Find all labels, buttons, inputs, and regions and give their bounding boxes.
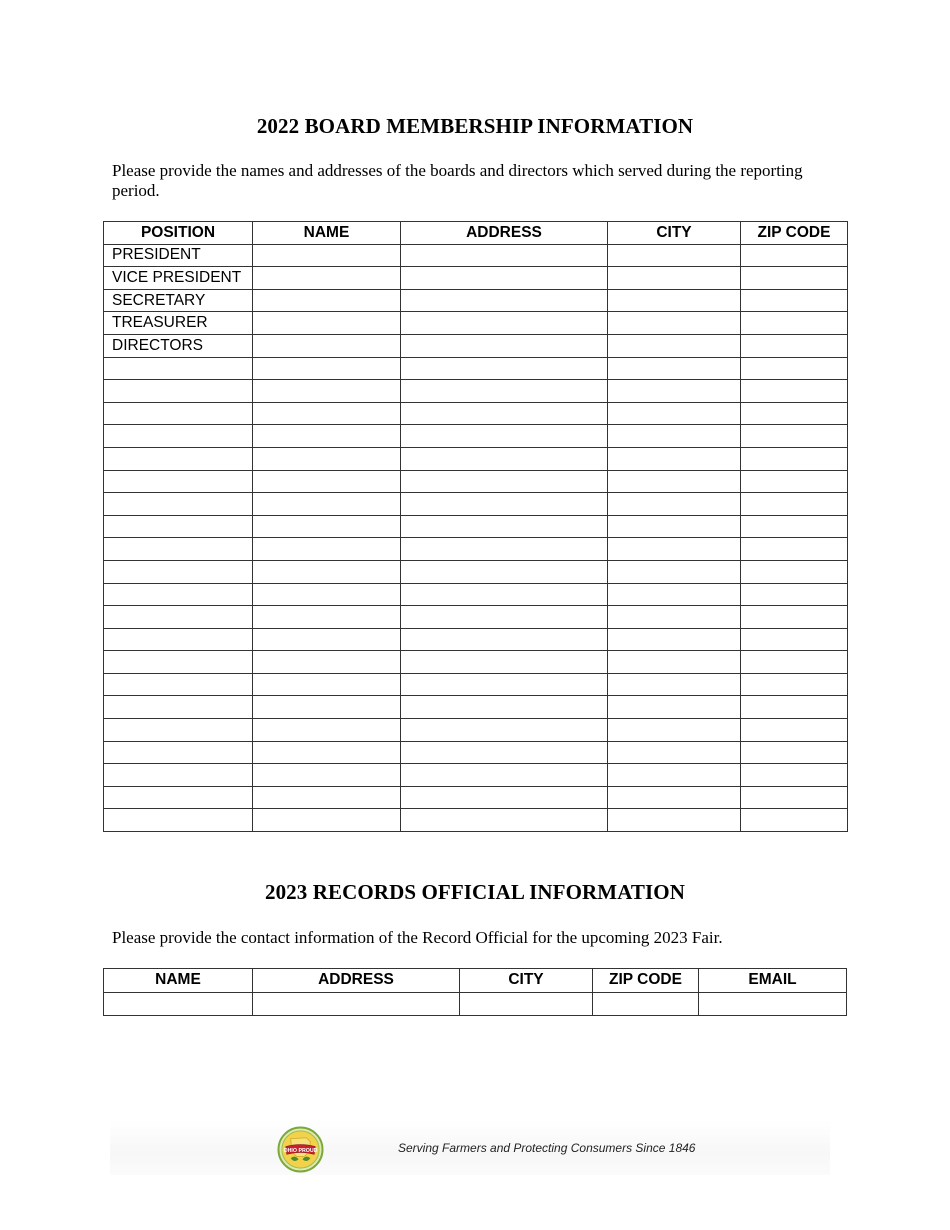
table-cell[interactable]: [401, 312, 608, 335]
table-cell[interactable]: [741, 560, 848, 583]
table-cell[interactable]: TREASURER: [104, 312, 253, 335]
table-cell[interactable]: [401, 515, 608, 538]
board-membership-table: [103, 221, 848, 832]
table-cell[interactable]: [741, 786, 848, 809]
table-cell[interactable]: [401, 764, 608, 787]
table-cell[interactable]: [608, 786, 741, 809]
table-cell[interactable]: [608, 357, 741, 380]
table-cell[interactable]: [741, 651, 848, 674]
table-row: [104, 606, 848, 629]
table-cell[interactable]: [104, 809, 253, 832]
table-cell[interactable]: [608, 402, 741, 425]
table-cell[interactable]: [741, 809, 848, 832]
table-cell[interactable]: [104, 357, 253, 380]
column-header-position: POSITION: [104, 222, 253, 245]
table-row: [104, 741, 848, 764]
table-cell[interactable]: [104, 741, 253, 764]
table-cell[interactable]: [401, 402, 608, 425]
table-cell[interactable]: [401, 651, 608, 674]
table-cell[interactable]: [608, 267, 741, 290]
table-cell[interactable]: [401, 583, 608, 606]
table-cell[interactable]: [401, 289, 608, 312]
records-section-intro: Please provide the contact information of the Record Official for the upcoming 2023 Fair.: [112, 928, 723, 947]
table-row: [104, 673, 848, 696]
table-cell[interactable]: [253, 606, 401, 629]
table-cell[interactable]: [253, 560, 401, 583]
table-cell[interactable]: [253, 244, 401, 267]
table-cell[interactable]: [741, 583, 848, 606]
table-cell[interactable]: [104, 673, 253, 696]
table-cell[interactable]: [401, 244, 608, 267]
table-row: [104, 560, 848, 583]
column-header-zip-code: ZIP CODE: [741, 222, 848, 245]
table-row: [104, 425, 848, 448]
table-cell[interactable]: SECRETARY: [104, 289, 253, 312]
table-cell[interactable]: [253, 786, 401, 809]
table-cell[interactable]: [401, 809, 608, 832]
table-cell[interactable]: [253, 992, 460, 1016]
table-cell[interactable]: [104, 651, 253, 674]
table-row: [104, 538, 848, 561]
table-cell[interactable]: [104, 447, 253, 470]
table-cell[interactable]: [253, 425, 401, 448]
table-cell[interactable]: [401, 719, 608, 742]
table-cell[interactable]: [741, 357, 848, 380]
table-cell[interactable]: [253, 289, 401, 312]
table-cell[interactable]: [253, 673, 401, 696]
table-cell[interactable]: [104, 628, 253, 651]
table-cell[interactable]: [608, 606, 741, 629]
table-row: [104, 628, 848, 651]
table-cell[interactable]: [741, 696, 848, 719]
table-row: [104, 696, 848, 719]
table-cell[interactable]: [401, 470, 608, 493]
table-cell[interactable]: PRESIDENT: [104, 244, 253, 267]
table-cell[interactable]: [253, 764, 401, 787]
table-cell[interactable]: [741, 538, 848, 561]
table-cell[interactable]: [253, 447, 401, 470]
table-cell[interactable]: [253, 380, 401, 403]
table-row: [104, 312, 848, 335]
table-cell[interactable]: [608, 425, 741, 448]
table-cell[interactable]: [608, 696, 741, 719]
table-row: [104, 719, 848, 742]
table-row: [104, 267, 848, 290]
table-cell[interactable]: [401, 628, 608, 651]
table-cell[interactable]: [608, 560, 741, 583]
column-header-name: NAME: [253, 222, 401, 245]
table-cell[interactable]: [741, 334, 848, 357]
table-cell[interactable]: [608, 583, 741, 606]
table-row: [104, 289, 848, 312]
table-cell[interactable]: [401, 560, 608, 583]
table-cell[interactable]: [253, 357, 401, 380]
table-cell[interactable]: [104, 402, 253, 425]
table-cell[interactable]: [253, 538, 401, 561]
table-cell[interactable]: [593, 992, 699, 1016]
table-cell[interactable]: [104, 515, 253, 538]
table-cell[interactable]: DIRECTORS: [104, 334, 253, 357]
table-cell[interactable]: [741, 673, 848, 696]
table-cell[interactable]: [401, 696, 608, 719]
table-cell[interactable]: [741, 289, 848, 312]
table-row: [104, 786, 848, 809]
table-cell[interactable]: [608, 741, 741, 764]
column-header-city: CITY: [460, 969, 593, 993]
table-cell[interactable]: [104, 380, 253, 403]
table-cell[interactable]: [401, 267, 608, 290]
table-cell[interactable]: [104, 786, 253, 809]
table-cell[interactable]: [741, 515, 848, 538]
table-cell[interactable]: [253, 334, 401, 357]
table-cell[interactable]: [608, 809, 741, 832]
table-cell[interactable]: [401, 606, 608, 629]
table-cell[interactable]: [253, 696, 401, 719]
table-cell[interactable]: [608, 764, 741, 787]
table-cell[interactable]: [608, 470, 741, 493]
table-cell[interactable]: VICE PRESIDENT: [104, 267, 253, 290]
table-cell[interactable]: [741, 470, 848, 493]
table-cell[interactable]: [741, 764, 848, 787]
table-row: [104, 470, 848, 493]
table-cell[interactable]: [608, 493, 741, 516]
table-cell[interactable]: [741, 244, 848, 267]
table-cell[interactable]: [741, 606, 848, 629]
table-cell[interactable]: [401, 380, 608, 403]
table-cell[interactable]: [104, 538, 253, 561]
table-row: [104, 244, 848, 267]
table-cell[interactable]: [741, 493, 848, 516]
table-cell[interactable]: [608, 651, 741, 674]
table-cell[interactable]: [608, 673, 741, 696]
column-header-city: CITY: [608, 222, 741, 245]
table-cell[interactable]: [401, 741, 608, 764]
table-cell[interactable]: [741, 425, 848, 448]
table-cell[interactable]: [401, 425, 608, 448]
table-cell[interactable]: [104, 719, 253, 742]
table-cell[interactable]: [741, 447, 848, 470]
table-cell[interactable]: [104, 696, 253, 719]
table-cell[interactable]: [608, 447, 741, 470]
table-row: [104, 380, 848, 403]
table-cell[interactable]: [741, 402, 848, 425]
table-cell[interactable]: [608, 244, 741, 267]
table-cell[interactable]: [608, 515, 741, 538]
table-header-row: [104, 969, 847, 993]
table-row: [104, 493, 848, 516]
table-cell[interactable]: [104, 470, 253, 493]
table-cell[interactable]: [608, 289, 741, 312]
table-row: [104, 515, 848, 538]
table-cell[interactable]: [741, 719, 848, 742]
table-cell[interactable]: [401, 334, 608, 357]
table-cell[interactable]: [104, 583, 253, 606]
board-section-intro: Please provide the names and addresses of the boards and directors which served during the reporting period.: [112, 161, 803, 200]
table-cell[interactable]: [253, 628, 401, 651]
table-row: [104, 764, 848, 787]
table-cell[interactable]: [253, 583, 401, 606]
table-cell[interactable]: [253, 312, 401, 335]
table-cell[interactable]: [401, 357, 608, 380]
table-cell[interactable]: [608, 628, 741, 651]
table-cell[interactable]: [104, 560, 253, 583]
table-row: [104, 447, 848, 470]
table-cell[interactable]: [741, 312, 848, 335]
table-cell[interactable]: [401, 447, 608, 470]
table-row: [104, 809, 848, 832]
table-cell[interactable]: [253, 651, 401, 674]
column-header-name: NAME: [104, 969, 253, 993]
table-row: [104, 357, 848, 380]
table-cell[interactable]: [741, 380, 848, 403]
table-header-row: [104, 222, 848, 245]
table-cell[interactable]: [401, 673, 608, 696]
column-header-zip-code: ZIP CODE: [593, 969, 699, 993]
logo-text: OHIO PROUD: [283, 1147, 318, 1154]
table-cell[interactable]: [608, 538, 741, 561]
column-header-email: EMAIL: [699, 969, 847, 993]
table-cell[interactable]: [253, 741, 401, 764]
table-row: [104, 402, 848, 425]
footer-tagline: Serving Farmers and Protecting Consumers Since 1846: [398, 1141, 696, 1155]
table-row: [104, 583, 848, 606]
table-cell[interactable]: [253, 809, 401, 832]
table-cell[interactable]: [253, 515, 401, 538]
table-row: [104, 334, 848, 357]
table-cell[interactable]: [104, 425, 253, 448]
table-cell[interactable]: [608, 334, 741, 357]
table-cell[interactable]: [741, 628, 848, 651]
table-cell[interactable]: [104, 606, 253, 629]
table-cell[interactable]: [253, 402, 401, 425]
table-cell[interactable]: [401, 786, 608, 809]
table-cell[interactable]: [741, 267, 848, 290]
table-cell[interactable]: [253, 267, 401, 290]
table-cell[interactable]: [608, 719, 741, 742]
table-cell[interactable]: [401, 538, 608, 561]
table-cell[interactable]: [104, 992, 253, 1016]
table-cell[interactable]: [608, 312, 741, 335]
table-row: [104, 992, 847, 1016]
table-cell[interactable]: [741, 741, 848, 764]
table-cell[interactable]: [460, 992, 593, 1016]
records-section-title: 2023 RECORDS OFFICIAL INFORMATION: [264, 880, 686, 904]
table-cell[interactable]: [253, 493, 401, 516]
table-cell[interactable]: [104, 764, 253, 787]
table-row: [104, 651, 848, 674]
table-cell[interactable]: [104, 493, 253, 516]
table-cell[interactable]: [253, 719, 401, 742]
table-cell[interactable]: [699, 992, 847, 1016]
board-section-title: 2022 BOARD MEMBERSHIP INFORMATION: [256, 114, 694, 138]
table-cell[interactable]: [253, 470, 401, 493]
column-header-address: ADDRESS: [401, 222, 608, 245]
column-header-address: ADDRESS: [253, 969, 460, 993]
table-cell[interactable]: [401, 493, 608, 516]
table-cell[interactable]: [608, 380, 741, 403]
records-official-table: [103, 968, 847, 1016]
ohio-proud-logo-icon: [277, 1126, 324, 1173]
